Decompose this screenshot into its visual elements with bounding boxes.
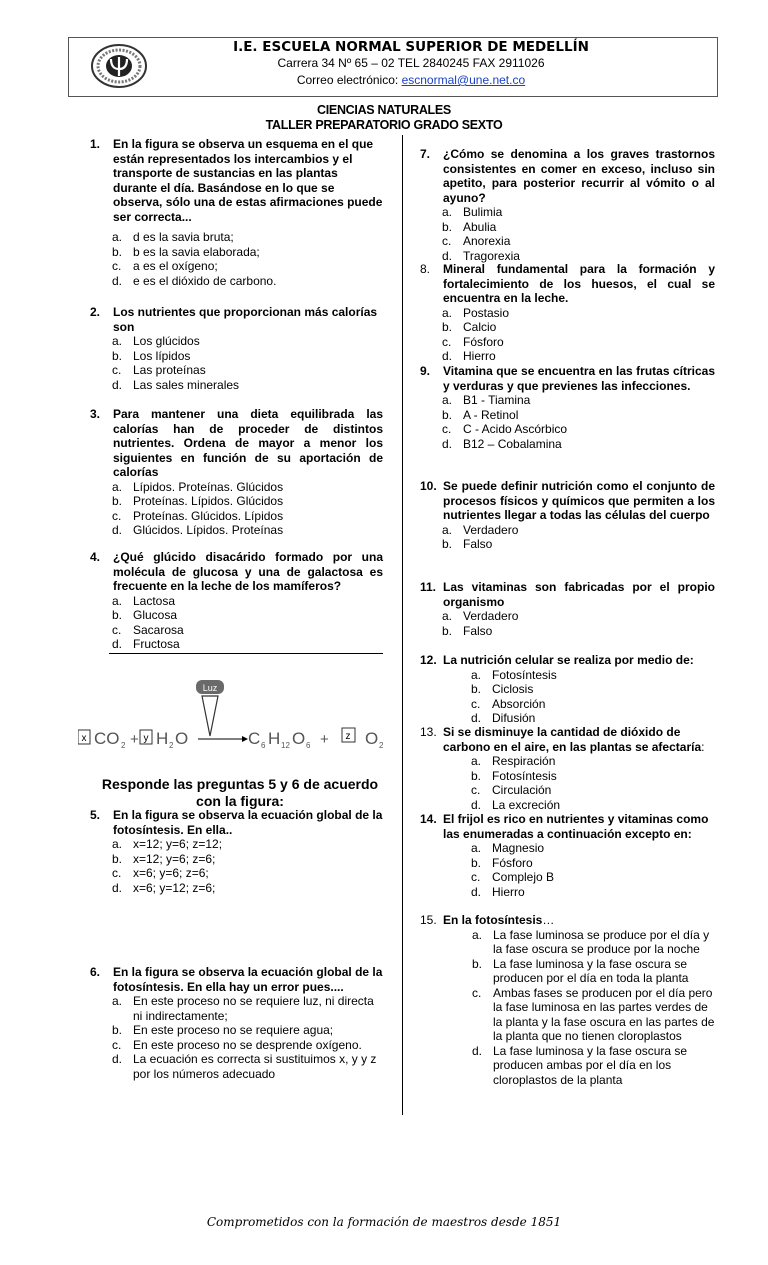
option[interactable]: b. Glucosa bbox=[112, 608, 178, 622]
options-list bbox=[90, 994, 383, 1081]
option[interactable]: c. Absorción bbox=[471, 696, 546, 711]
option[interactable]: c. Anorexia bbox=[442, 234, 511, 248]
question-text: ¿Cómo se denomina a los graves trastornos consistentes en comer en exceso, incluso sin apetito, para posterior recurrir al vómito o al ayuno? bbox=[443, 147, 715, 205]
options-list bbox=[420, 928, 715, 1088]
option[interactable]: a. La fase luminosa se produce por el día y la fase oscura se produce por la noche bbox=[472, 927, 710, 956]
photosynthesis-equation bbox=[78, 680, 398, 760]
option[interactable]: a. Magnesio bbox=[471, 841, 545, 855]
svg-text:CO: CO bbox=[94, 729, 120, 748]
question-text: Para mantener una dieta equilibrada las calorías han de proceder de distintos nutrientes. Ordena de mayor a menor los siguientes en función de su aportación de calorías bbox=[113, 407, 383, 479]
option[interactable]: d. B12 – Cobalamina bbox=[442, 436, 562, 451]
question-number: 8. bbox=[420, 262, 431, 276]
separator-line bbox=[109, 653, 383, 654]
option[interactable]: c. Complejo B bbox=[471, 870, 555, 884]
option[interactable]: d. x=6; y=12; z=6; bbox=[112, 880, 216, 895]
option[interactable]: d. Las sales minerales bbox=[112, 377, 240, 392]
option[interactable]: a. d es la savia bruta; bbox=[112, 230, 234, 244]
options-list bbox=[420, 609, 715, 638]
light-label: Luz bbox=[202, 683, 218, 693]
workshop-title: TALLER PREPARATORIO GRADO SEXTO bbox=[265, 118, 503, 132]
svg-text:+: + bbox=[130, 731, 139, 748]
svg-text:O: O bbox=[365, 729, 379, 748]
question-text: En la figura se observa la ecuación global de la fotosíntesis. En ella hay un error pues.... bbox=[113, 965, 383, 994]
option[interactable]: a. Lactosa bbox=[112, 593, 176, 608]
options-list bbox=[420, 754, 715, 812]
email-link[interactable]: escnormal@une.net.co bbox=[401, 73, 526, 87]
question-text: Vitamina que se encuentra en las frutas cítricas y verduras y que previenes las infecciones. bbox=[443, 364, 715, 393]
question-text: El frijol es rico en nutrientes y vitaminas como las enumeradas a continuación excepto en: bbox=[443, 812, 709, 841]
question-number: 4. bbox=[90, 550, 101, 564]
option[interactable]: b. Abulia bbox=[442, 219, 497, 234]
option[interactable]: d. Hierro bbox=[442, 349, 496, 363]
question-text: Mineral fundamental para la formación y fortalecimiento de los huesos, el cual se encuentra en la leche. bbox=[443, 262, 715, 305]
question-number: 1. bbox=[90, 137, 101, 151]
option[interactable]: a. Bulimia bbox=[442, 205, 503, 219]
subject-title: CIENCIAS NATURALES bbox=[317, 103, 451, 117]
option[interactable]: b. Fotosíntesis bbox=[471, 768, 557, 783]
question-number: 7. bbox=[420, 147, 431, 161]
option[interactable]: b. Falso bbox=[442, 537, 493, 551]
options-list bbox=[420, 841, 715, 899]
school-email-line bbox=[69, 73, 717, 87]
question-number: 6. bbox=[90, 965, 101, 979]
svg-text:H: H bbox=[156, 729, 169, 748]
svg-text:H: H bbox=[268, 729, 281, 748]
question-number: 10. bbox=[420, 479, 437, 493]
option[interactable]: b. Proteínas. Lípidos. Glúcidos bbox=[112, 494, 284, 508]
question-12 bbox=[420, 653, 715, 726]
option[interactable]: a. B1 - Tiamina bbox=[442, 393, 531, 407]
option[interactable]: d. Glúcidos. Lípidos. Proteínas bbox=[112, 523, 284, 537]
option[interactable]: d. Hierro bbox=[471, 884, 525, 899]
option[interactable]: b. Fósforo bbox=[471, 855, 533, 870]
option[interactable]: d. La fase luminosa y la fase oscura se producen ambas por el día en los cloroplastos de la planta bbox=[472, 1043, 688, 1087]
options-list bbox=[90, 594, 383, 652]
options-list bbox=[420, 668, 715, 726]
svg-text:2: 2 bbox=[169, 741, 174, 750]
option[interactable]: b. Falso bbox=[442, 623, 493, 638]
option[interactable]: b. Los lípidos bbox=[112, 348, 191, 363]
options-list bbox=[420, 205, 715, 263]
question-10 bbox=[420, 479, 715, 552]
svg-text:z: z bbox=[345, 731, 351, 742]
option[interactable]: a. Los glúcidos bbox=[112, 334, 200, 348]
question-2 bbox=[90, 305, 383, 392]
option[interactable]: d. Fructosa bbox=[112, 637, 180, 651]
question-7 bbox=[420, 147, 715, 263]
question-3 bbox=[90, 407, 383, 538]
svg-text:x: x bbox=[81, 733, 87, 744]
option[interactable]: d. La ecuación es correcta si sustituimos x, y y z por los números adecuado bbox=[112, 1052, 377, 1081]
options-list bbox=[90, 230, 383, 288]
option[interactable]: d. e es el dióxido de carbono. bbox=[112, 273, 277, 288]
light-arrow-icon bbox=[202, 696, 218, 736]
svg-text:y: y bbox=[143, 733, 149, 744]
svg-text:2: 2 bbox=[379, 741, 384, 750]
option[interactable]: b. La fase luminosa y la fase oscura se producen por el día en toda la planta bbox=[472, 956, 689, 985]
question-text: Los nutrientes que proporcionan más calorías son bbox=[113, 305, 378, 334]
options-list bbox=[90, 837, 383, 895]
option[interactable]: c. a es el oxígeno; bbox=[112, 259, 218, 273]
option[interactable]: a. Respiración bbox=[471, 754, 556, 768]
option[interactable]: b. En este proceso no se requiere agua; bbox=[112, 1023, 334, 1037]
options-list bbox=[420, 306, 715, 364]
option[interactable]: a. Postasio bbox=[442, 305, 510, 320]
option[interactable]: b. x=12; y=6; z=6; bbox=[112, 851, 216, 866]
question-number: 12. bbox=[420, 653, 437, 667]
question-8 bbox=[420, 262, 715, 364]
svg-text:+: + bbox=[320, 731, 329, 748]
option[interactable]: c. En este proceso no se desprende oxígeno. bbox=[112, 1037, 362, 1052]
option[interactable]: d. Difusión bbox=[471, 711, 536, 725]
question-text: En la fotosíntesis bbox=[443, 913, 543, 927]
option[interactable]: a. Verdadero bbox=[442, 609, 519, 623]
svg-text:2: 2 bbox=[121, 741, 126, 750]
question-number: 11. bbox=[420, 580, 437, 594]
option[interactable]: c. Fósforo bbox=[442, 334, 504, 349]
option[interactable]: c. Ambas fases se producen por el día pero la fase luminosa en las partes verdes de la planta y la fase oscura en las partes de la planta que no tienen cloroplastos bbox=[472, 985, 715, 1043]
option[interactable]: a. x=12; y=6; z=12; bbox=[112, 837, 223, 851]
question-text: Se puede definir nutrición como el conjunto de procesos físicos y químicos que permiten a los nutrientes llegar a todas las células del cuerpo bbox=[443, 479, 715, 522]
footer-slogan: Comprometidos con la formación de maestros desde 1851 bbox=[206, 1215, 562, 1229]
option[interactable]: a. Lípidos. Proteínas. Glúcidos bbox=[112, 479, 284, 494]
option[interactable]: b. b es la savia elaborada; bbox=[112, 244, 260, 259]
option[interactable]: c. Circulación bbox=[471, 783, 552, 797]
option[interactable]: b. A - Retinol bbox=[442, 407, 519, 422]
options-list bbox=[90, 480, 383, 538]
svg-text:C: C bbox=[248, 729, 261, 748]
question-11 bbox=[420, 580, 715, 638]
question-number: 3. bbox=[90, 407, 101, 421]
question-15: 15. En la fotosíntesis… a. La fase luminosa se produce por el día y la fase oscura se produce por la noche b. La fase luminosa y la fase oscura se producen por el día en toda la planta c. Ambas fases se producen por el día pero la fase luminosa en las partes verdes de la planta y la fase oscura en las partes de la planta que no tienen cloroplastos d. La fase luminosa y la fase oscura se producen ambas por el día en los cloroplastos de la planta bbox=[420, 913, 715, 1087]
svg-text:6: 6 bbox=[261, 741, 266, 750]
question-number: 15. bbox=[420, 913, 437, 927]
question-13: 13. Si se disminuye la cantidad de dióxido de carbono en el aire, en las plantas se afectaría: a. Respiración b. Fotosíntesis c. Circulación d. La excreción bbox=[420, 725, 715, 812]
option[interactable]: c. Proteínas. Glúcidos. Lípidos bbox=[112, 508, 284, 523]
question-text: En la figura se observa la ecuación global de la fotosíntesis. En ella.. bbox=[113, 808, 383, 837]
option[interactable]: a. En este proceso no se requiere luz, ni directa ni indirectamente; bbox=[112, 994, 374, 1023]
option[interactable]: b. Calcio bbox=[442, 320, 497, 334]
option[interactable]: a. Verdadero bbox=[442, 522, 519, 537]
page-header bbox=[68, 37, 718, 97]
option[interactable]: c. x=6; y=6; z=6; bbox=[112, 866, 209, 880]
svg-text:O: O bbox=[292, 729, 306, 748]
school-name: I.E. ESCUELA NORMAL SUPERIOR DE MEDELLÍN bbox=[233, 39, 589, 55]
option[interactable]: d. Tragorexia bbox=[442, 248, 520, 263]
question-text: En la figura se observa un esquema en el que están representados los intercambios y el transporte de sustancias en las plantas durante el día. Basándose en lo que se observa, sólo una de estas afirmaciones puede ser correcta... bbox=[113, 137, 383, 224]
question-4 bbox=[90, 550, 383, 652]
question-text: Si se disminuye la cantidad de dióxido de carbono en el aire, en las plantas se afectaría bbox=[443, 725, 702, 754]
svg-text:6: 6 bbox=[306, 741, 311, 750]
instructions-heading: Responde las preguntas 5 y 6 de acuerdo con la figura: bbox=[101, 776, 379, 809]
options-list bbox=[420, 523, 715, 552]
school-address: Carrera 34 Nº 65 – 02 TEL 2840245 FAX 2911026 bbox=[277, 56, 545, 70]
option[interactable]: c. Sacarosa bbox=[112, 622, 184, 637]
options-list bbox=[420, 393, 715, 451]
question-text: La nutrición celular se realiza por medio de: bbox=[443, 653, 694, 667]
question-9 bbox=[420, 364, 715, 451]
email-label: Correo electrónico: bbox=[296, 73, 402, 87]
svg-text:O: O bbox=[175, 729, 189, 748]
question-5 bbox=[90, 808, 383, 895]
option[interactable]: b. Ciclosis bbox=[471, 682, 534, 696]
option[interactable]: a. Fotosíntesis bbox=[471, 667, 557, 682]
question-number: 5. bbox=[90, 808, 101, 822]
options-list bbox=[90, 334, 383, 392]
question-number: 14. bbox=[420, 812, 437, 826]
question-6 bbox=[90, 965, 383, 1081]
question-text: ¿Qué glúcido disacárido formado por una molécula de glucosa y una de galactosa es frecuente en la leche de los mamíferos? bbox=[113, 550, 383, 593]
option[interactable]: c. C - Acido Ascórbico bbox=[442, 422, 568, 436]
question-number: 2. bbox=[90, 305, 101, 319]
column-divider bbox=[402, 135, 403, 1115]
question-number: 9. bbox=[420, 364, 431, 378]
question-text: Las vitaminas son fabricadas por el propio organismo bbox=[443, 580, 715, 609]
question-number: 13. bbox=[420, 725, 437, 739]
svg-text:12: 12 bbox=[281, 741, 290, 750]
question-14 bbox=[420, 812, 715, 899]
option[interactable]: d. La excreción bbox=[471, 797, 561, 812]
option[interactable]: c. Las proteínas bbox=[112, 363, 206, 377]
question-1 bbox=[90, 137, 383, 288]
